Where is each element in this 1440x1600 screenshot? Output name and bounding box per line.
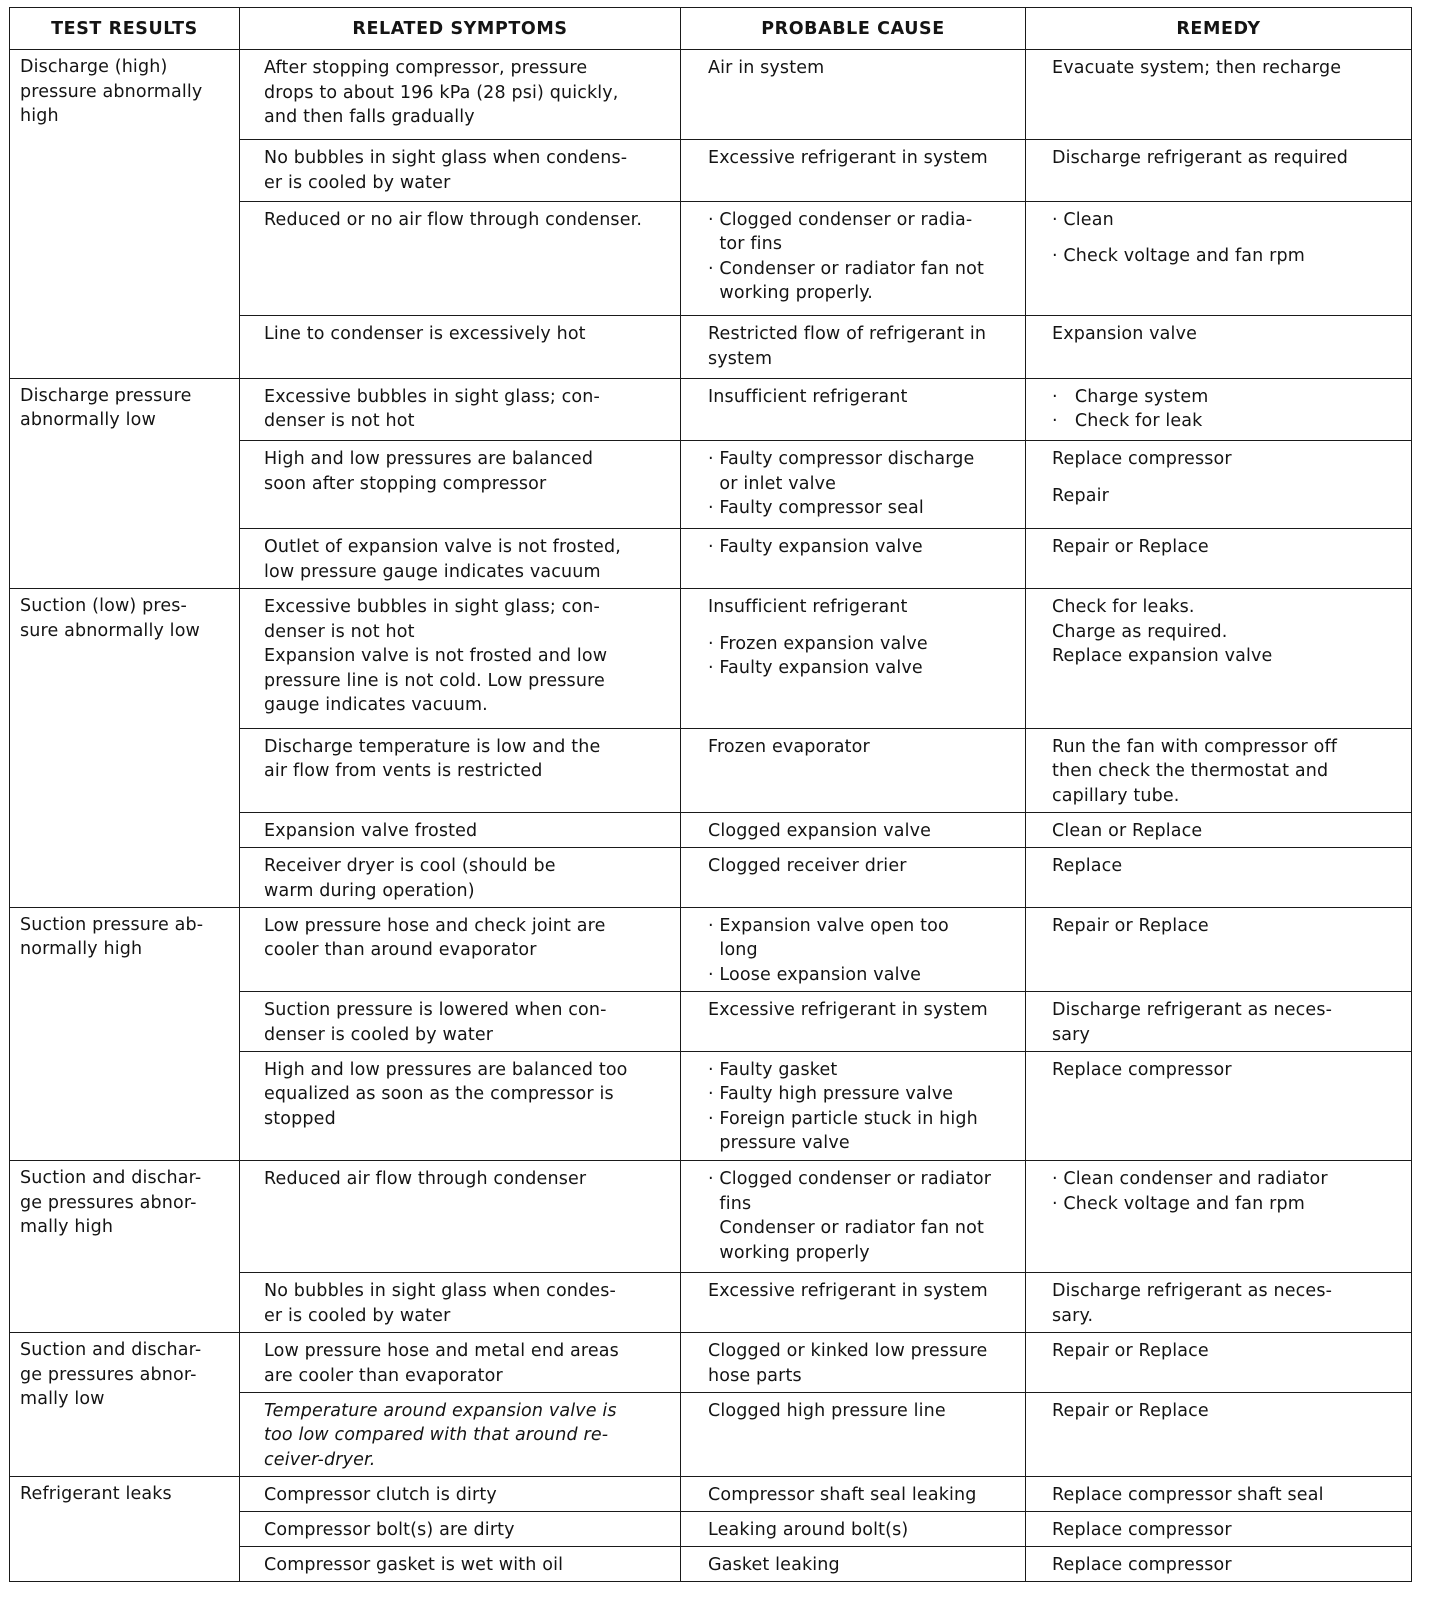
header-remedy: REMEDY [1026, 8, 1412, 50]
cell-line: Compressor bolt(s) are dirty [264, 1520, 515, 1541]
cause-cell [681, 1051, 1026, 1160]
cell-line: or inlet valve [708, 473, 837, 494]
cell-line: normally high [20, 939, 143, 960]
symptom-cell [240, 1273, 681, 1333]
cell-line: cooler than around evaporator [264, 940, 537, 961]
header-row [10, 8, 1412, 50]
header-probable-cause: PROBABLE CAUSE [681, 8, 1026, 50]
remedy-cell [1026, 1477, 1412, 1512]
symptom-cell [240, 848, 681, 908]
cell-line: Discharge temperature is low and the [264, 736, 601, 757]
cell-line: Run the fan with compressor off [1052, 736, 1338, 757]
cell-line: ge pressures abnor- [20, 1364, 197, 1385]
table-row [10, 1161, 1412, 1273]
cause-cell [681, 589, 1026, 729]
cell-line: working properly [708, 1242, 870, 1263]
cell-line: denser is not hot [264, 621, 415, 642]
symptom-cell [240, 1392, 681, 1476]
header-related-symptoms: RELATED SYMPTOMS [240, 8, 681, 50]
cell-line: Refrigerant leaks [20, 1484, 172, 1505]
cell-line: Compressor gasket is wet with oil [264, 1554, 564, 1575]
cell-line: Frozen evaporator [708, 736, 870, 757]
remedy-cell [1026, 848, 1412, 908]
cell-line: Replace compressor [1052, 1520, 1232, 1541]
cell-line: · Clogged condenser or radiator [708, 1169, 992, 1190]
remedy-cell [1026, 378, 1412, 441]
cause-cell [681, 848, 1026, 908]
cell-line: · Frozen expansion valve [708, 633, 928, 654]
cell-line: · Faulty compressor seal [708, 498, 924, 519]
cell-line: Expansion valve is not frosted and low [264, 646, 608, 667]
cell-line: system [708, 348, 773, 369]
cell-line: Suction pressure ab- [20, 914, 204, 935]
cell-line: · Faulty expansion valve [708, 537, 923, 558]
cell-line: Charge as required. [1052, 621, 1228, 642]
cell-line: fins [708, 1193, 752, 1214]
cause-cell [681, 529, 1026, 589]
blank-line [708, 620, 1015, 632]
cell-line: Excessive refrigerant in system [708, 1000, 988, 1021]
cell-line: Compressor shaft seal leaking [708, 1485, 977, 1506]
cell-line: · Expansion valve open too [708, 915, 949, 936]
cell-line: · Charge system [1052, 386, 1209, 407]
cell-line: Suction and dischar- [20, 1340, 202, 1361]
remedy-cell [1026, 813, 1412, 848]
symptom-cell [240, 316, 681, 379]
symptom-cell [240, 813, 681, 848]
cell-line: Evacuate system; then recharge [1052, 58, 1342, 78]
cell-line: sary [1052, 1024, 1090, 1045]
symptom-cell [240, 1477, 681, 1512]
cell-line: · Check voltage and fan rpm [1052, 1193, 1305, 1214]
remedy-cell [1026, 1051, 1412, 1160]
cause-cell [681, 907, 1026, 991]
cell-line: Gasket leaking [708, 1554, 840, 1575]
symptom-cell [240, 728, 681, 812]
symptom-cell [240, 1333, 681, 1393]
cell-line: pressure line is not cold. Low pressure [264, 670, 605, 691]
cell-line: · Clean condenser and radiator [1052, 1169, 1328, 1190]
cell-line: denser is cooled by water [264, 1024, 494, 1045]
remedy-cell [1026, 50, 1412, 140]
symptom-cell [240, 1051, 681, 1160]
symptom-cell [240, 378, 681, 441]
cell-line: mally low [20, 1389, 105, 1410]
cell-line: Suction (low) pres- [20, 596, 187, 617]
cell-line: Reduced or no air flow through condenser. [264, 209, 643, 230]
cell-line: Reduced air flow through condenser [264, 1169, 587, 1190]
cell-line: Low pressure hose and check joint are [264, 915, 606, 936]
test-result-cell [10, 1333, 240, 1477]
remedy-cell [1026, 1512, 1412, 1547]
cell-line: then check the thermostat and [1052, 761, 1329, 782]
cell-line: Clogged or kinked low pressure [708, 1341, 988, 1362]
symptom-cell [240, 50, 681, 140]
table-row [10, 589, 1412, 729]
cell-line: Air in system [708, 58, 825, 78]
cell-line: High and low pressures are balanced too [264, 1059, 628, 1080]
cell-line: equalized as soon as the compressor is [264, 1084, 614, 1105]
cell-line: Clogged high pressure line [708, 1400, 946, 1421]
cell-line: ceiver-dryer. [264, 1449, 376, 1470]
cell-line: ge pressures abnor- [20, 1192, 197, 1213]
cell-line: · Faulty expansion valve [708, 658, 923, 679]
cell-line: hose parts [708, 1365, 802, 1386]
cause-cell [681, 1392, 1026, 1476]
remedy-cell [1026, 992, 1412, 1052]
cell-line: Repair or Replace [1052, 915, 1209, 936]
cell-line: No bubbles in sight glass when condens- [264, 148, 628, 169]
cell-line: Clogged receiver drier [708, 856, 907, 877]
cell-line: Excessive bubbles in sight glass; con- [264, 597, 600, 618]
cell-line: Replace compressor shaft seal [1052, 1485, 1324, 1506]
remedy-cell [1026, 1161, 1412, 1273]
cell-line: drops to about 196 kPa (28 psi) quickly, [264, 82, 619, 103]
symptom-cell [240, 907, 681, 991]
remedy-cell [1026, 1392, 1412, 1476]
blank-line [1052, 472, 1401, 484]
symptom-cell [240, 589, 681, 729]
cell-line: pressure valve [708, 1133, 850, 1154]
cell-line: Excessive bubbles in sight glass; con- [264, 386, 600, 407]
cause-cell [681, 1546, 1026, 1581]
table-body [10, 50, 1412, 1582]
cell-line: stopped [264, 1108, 336, 1129]
symptom-cell [240, 1546, 681, 1581]
test-result-cell [10, 589, 240, 908]
cause-cell [681, 140, 1026, 202]
remedy-cell [1026, 907, 1412, 991]
cell-line: Replace compressor [1052, 1059, 1232, 1080]
cell-line: Repair or Replace [1052, 537, 1209, 558]
troubleshooting-table [9, 7, 1412, 1582]
cell-line: Repair or Replace [1052, 1341, 1209, 1362]
table-row [10, 1477, 1412, 1512]
cell-line: Insufficient refrigerant [708, 386, 908, 407]
table-row [10, 1333, 1412, 1393]
cell-line: Clean or Replace [1052, 821, 1203, 842]
cell-line: Discharge refrigerant as required [1052, 148, 1348, 169]
cause-cell [681, 1273, 1026, 1333]
cell-line: · Faulty gasket [708, 1059, 838, 1080]
cell-line: er is cooled by water [264, 1305, 451, 1326]
cell-line: Temperature around expansion valve is [264, 1400, 617, 1421]
cell-line: Clogged expansion valve [708, 821, 932, 842]
cause-cell [681, 813, 1026, 848]
cell-line: · Check for leak [1052, 411, 1203, 432]
remedy-cell [1026, 589, 1412, 729]
cell-line: pressure abnormally [20, 81, 203, 102]
cell-line: · Faulty compressor discharge [708, 449, 975, 470]
cell-line: low pressure gauge indicates vacuum [264, 561, 601, 582]
remedy-cell [1026, 1333, 1412, 1393]
cell-line: High and low pressures are balanced [264, 449, 594, 470]
test-result-cell [10, 50, 240, 379]
cell-line: mally high [20, 1217, 114, 1238]
cell-line: Discharge (high) [20, 57, 168, 77]
cell-line: too low compared with that around re- [264, 1425, 609, 1446]
remedy-cell [1026, 201, 1412, 315]
cell-line: Outlet of expansion valve is not frosted, [264, 537, 621, 558]
symptom-cell [240, 1512, 681, 1547]
test-result-cell [10, 1477, 240, 1582]
cell-line: Suction pressure is lowered when con- [264, 1000, 607, 1021]
cause-cell [681, 316, 1026, 379]
table-row [10, 50, 1412, 140]
cell-line: working properly. [708, 283, 873, 304]
cause-cell [681, 992, 1026, 1052]
cell-line: Line to condenser is excessively hot [264, 324, 586, 345]
cell-line: Excessive refrigerant in system [708, 148, 988, 169]
cell-line: denser is not hot [264, 411, 415, 432]
cause-cell [681, 50, 1026, 140]
cell-line: Expansion valve [1052, 324, 1197, 345]
cell-line: After stopping compressor, pressure [264, 58, 588, 78]
cell-line: Compressor clutch is dirty [264, 1485, 497, 1506]
cell-line: Repair or Replace [1052, 1400, 1209, 1421]
remedy-cell [1026, 1273, 1412, 1333]
cell-line: Expansion valve frosted [264, 821, 478, 842]
cell-line: Receiver dryer is cool (should be [264, 856, 556, 877]
cell-line: soon after stopping compressor [264, 473, 547, 494]
cell-line: er is cooled by water [264, 172, 451, 193]
cell-line: Replace compressor [1052, 449, 1232, 470]
blank-line [1052, 232, 1401, 244]
cell-line: Low pressure hose and metal end areas [264, 1341, 619, 1362]
remedy-cell [1026, 316, 1412, 379]
cell-line: Discharge pressure [20, 385, 192, 406]
cell-line: · Clean [1052, 209, 1114, 230]
cell-line: Discharge refrigerant as neces- [1052, 1281, 1333, 1302]
cell-line: sary. [1052, 1305, 1094, 1326]
cause-cell [681, 1512, 1026, 1547]
symptom-cell [240, 992, 681, 1052]
header-test-results: TEST RESULTS [10, 8, 240, 50]
cell-line: · Faulty high pressure valve [708, 1084, 954, 1105]
cause-cell [681, 201, 1026, 315]
cause-cell [681, 441, 1026, 529]
test-result-cell [10, 1161, 240, 1333]
symptom-cell [240, 1161, 681, 1273]
test-result-cell [10, 907, 240, 1160]
cell-line: long [708, 940, 758, 961]
remedy-cell [1026, 140, 1412, 202]
cell-line: Leaking around bolt(s) [708, 1520, 909, 1541]
remedy-cell [1026, 728, 1412, 812]
cause-cell [681, 1333, 1026, 1393]
remedy-cell [1026, 1546, 1412, 1581]
cell-line: tor fins [708, 234, 783, 255]
cell-line: warm during operation) [264, 880, 475, 901]
cell-line: Discharge refrigerant as neces- [1052, 1000, 1333, 1021]
cell-line: capillary tube. [1052, 785, 1180, 806]
cell-line: Insufficient refrigerant [708, 597, 908, 618]
cell-line: Replace [1052, 856, 1123, 877]
cell-line: high [20, 106, 59, 126]
cell-line: · Check voltage and fan rpm [1052, 246, 1305, 267]
cell-line: Condenser or radiator fan not [708, 1218, 985, 1239]
cell-line: gauge indicates vacuum. [264, 695, 488, 716]
cell-line: Replace compressor [1052, 1554, 1232, 1575]
cell-line: · Clogged condenser or radia- [708, 209, 973, 230]
test-result-cell [10, 378, 240, 588]
table-row [10, 378, 1412, 441]
cause-cell [681, 378, 1026, 441]
cause-cell [681, 728, 1026, 812]
cell-line: are cooler than evaporator [264, 1365, 503, 1386]
cell-line: · Foreign particle stuck in high [708, 1108, 978, 1129]
cell-line: No bubbles in sight glass when condes- [264, 1281, 616, 1302]
cell-line: Suction and dischar- [20, 1168, 202, 1189]
cell-line: Repair [1052, 485, 1109, 506]
remedy-cell [1026, 441, 1412, 529]
cell-line: sure abnormally low [20, 620, 201, 641]
cell-line: air flow from vents is restricted [264, 761, 543, 782]
symptom-cell [240, 140, 681, 202]
cell-line: Restricted flow of refrigerant in [708, 324, 987, 345]
cell-line: · Condenser or radiator fan not [708, 258, 985, 279]
cell-line: abnormally low [20, 410, 156, 431]
cell-line: Excessive refrigerant in system [708, 1281, 988, 1302]
cell-line: and then falls gradually [264, 107, 475, 127]
cell-line: Check for leaks. [1052, 597, 1195, 618]
symptom-cell [240, 529, 681, 589]
remedy-cell [1026, 529, 1412, 589]
symptom-cell [240, 201, 681, 315]
cause-cell [681, 1477, 1026, 1512]
cell-line: Replace expansion valve [1052, 646, 1273, 667]
symptom-cell [240, 441, 681, 529]
cell-line: · Loose expansion valve [708, 964, 922, 985]
cause-cell [681, 1161, 1026, 1273]
table-row [10, 907, 1412, 991]
